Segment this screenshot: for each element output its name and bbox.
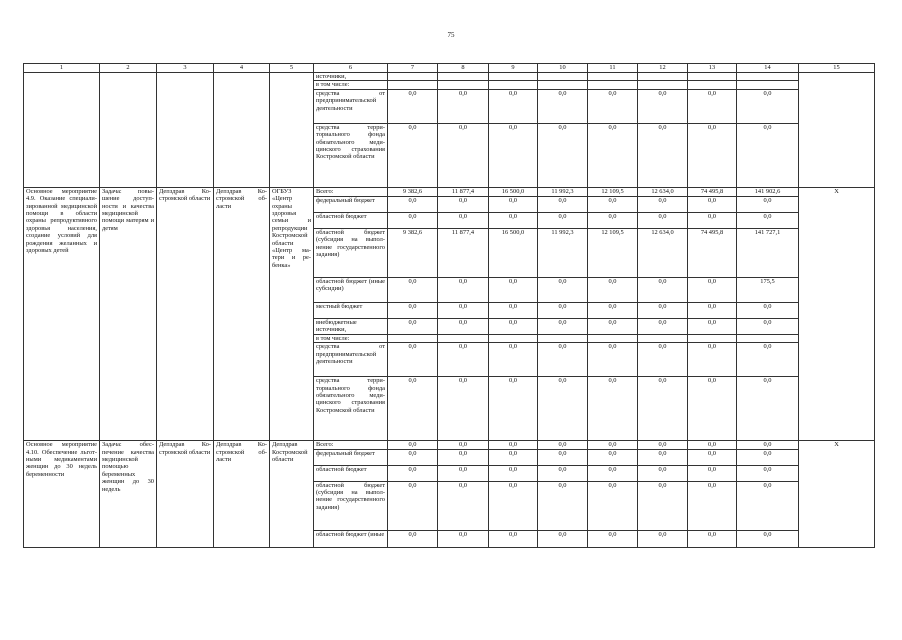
column-header: 10 bbox=[538, 64, 588, 73]
amount-cell: 0,0 bbox=[438, 449, 489, 465]
amount-cell: 0,0 bbox=[688, 318, 737, 334]
amount-cell bbox=[588, 81, 638, 89]
amount-cell: 0,0 bbox=[489, 530, 538, 547]
amount-cell bbox=[388, 73, 438, 81]
amount-cell bbox=[588, 73, 638, 81]
amount-cell: 0,0 bbox=[737, 196, 799, 212]
amount-cell: 0,0 bbox=[388, 196, 438, 212]
amount-cell: 0,0 bbox=[489, 89, 538, 123]
amount-cell: 0,0 bbox=[388, 123, 438, 187]
funding-source-label: Всего: bbox=[314, 187, 388, 196]
amount-cell: 0,0 bbox=[489, 123, 538, 187]
measure-col15: Х bbox=[799, 441, 875, 547]
funding-source-label: в том числе: bbox=[314, 334, 388, 342]
amount-cell: 0,0 bbox=[438, 196, 489, 212]
amount-cell bbox=[688, 334, 737, 342]
amount-cell: 0,0 bbox=[588, 123, 638, 187]
amount-cell: 0,0 bbox=[638, 377, 688, 441]
funding-source-label: областной бюджет (иные bbox=[314, 530, 388, 547]
amount-cell: 0,0 bbox=[737, 465, 799, 481]
amount-cell: 0,0 bbox=[588, 196, 638, 212]
amount-cell bbox=[489, 334, 538, 342]
amount-cell: 0,0 bbox=[388, 465, 438, 481]
amount-cell bbox=[388, 81, 438, 89]
amount-cell bbox=[737, 81, 799, 89]
column-header: 9 bbox=[489, 64, 538, 73]
amount-cell bbox=[438, 334, 489, 342]
amount-cell: 0,0 bbox=[588, 449, 638, 465]
funding-source-label: областной бюджет bbox=[314, 465, 388, 481]
amount-cell: 0,0 bbox=[538, 481, 588, 530]
amount-cell: 0,0 bbox=[688, 481, 737, 530]
amount-cell: 0,0 bbox=[388, 89, 438, 123]
amount-cell: 12 634,0 bbox=[638, 228, 688, 277]
column-header: 15 bbox=[799, 64, 875, 73]
amount-cell: 12 634,0 bbox=[638, 187, 688, 196]
funding-source-label: Всего: bbox=[314, 441, 388, 449]
amount-cell: 0,0 bbox=[638, 530, 688, 547]
funding-source-label: средства территориального фонда обязательного медицинского страхования Костромской области bbox=[314, 123, 388, 187]
amount-cell: 0,0 bbox=[438, 212, 489, 228]
amount-cell: 0,0 bbox=[638, 481, 688, 530]
amount-cell bbox=[438, 81, 489, 89]
amount-cell: 0,0 bbox=[588, 212, 638, 228]
amount-cell: 0,0 bbox=[538, 196, 588, 212]
amount-cell: 0,0 bbox=[538, 465, 588, 481]
column-header: 7 bbox=[388, 64, 438, 73]
amount-cell: 0,0 bbox=[438, 302, 489, 318]
amount-cell bbox=[538, 334, 588, 342]
amount-cell bbox=[737, 334, 799, 342]
page-number: 75 bbox=[447, 31, 455, 39]
column-header: 2 bbox=[100, 64, 157, 73]
amount-cell: 0,0 bbox=[489, 212, 538, 228]
column-header: 8 bbox=[438, 64, 489, 73]
amount-cell: 0,0 bbox=[388, 343, 438, 377]
measure-col15 bbox=[799, 73, 875, 188]
measure-col4: Депздрав Костромской области bbox=[214, 187, 270, 440]
amount-cell: 0,0 bbox=[438, 465, 489, 481]
amount-cell: 0,0 bbox=[737, 212, 799, 228]
amount-cell: 16 500,0 bbox=[489, 228, 538, 277]
amount-cell: 0,0 bbox=[737, 302, 799, 318]
amount-cell: 11 877,4 bbox=[438, 228, 489, 277]
amount-cell: 12 109,5 bbox=[588, 228, 638, 277]
amount-cell: 0,0 bbox=[489, 302, 538, 318]
amount-cell: 0,0 bbox=[737, 481, 799, 530]
header-row bbox=[24, 64, 875, 73]
funding-source-label: областной бюджет bbox=[314, 212, 388, 228]
amount-cell bbox=[688, 81, 737, 89]
amount-cell bbox=[688, 73, 737, 81]
amount-cell: 0,0 bbox=[388, 318, 438, 334]
funding-source-label: областной бюджет (субсидия на выполнение государственного задания) bbox=[314, 228, 388, 277]
column-header: 4 bbox=[214, 64, 270, 73]
amount-cell: 0,0 bbox=[588, 318, 638, 334]
amount-cell: 0,0 bbox=[489, 481, 538, 530]
amount-cell: 0,0 bbox=[737, 89, 799, 123]
amount-cell: 0,0 bbox=[538, 89, 588, 123]
funding-source-label: внебюджетные источники, bbox=[314, 318, 388, 334]
amount-cell: 0,0 bbox=[438, 481, 489, 530]
amount-cell bbox=[638, 334, 688, 342]
amount-cell bbox=[638, 73, 688, 81]
amount-cell: 0,0 bbox=[588, 377, 638, 441]
amount-cell: 11 877,4 bbox=[438, 187, 489, 196]
amount-cell: 0,0 bbox=[638, 196, 688, 212]
measure-col5 bbox=[270, 73, 314, 188]
column-header: 1 bbox=[24, 64, 100, 73]
amount-cell: 9 382,6 bbox=[388, 228, 438, 277]
amount-cell: 0,0 bbox=[638, 89, 688, 123]
amount-cell: 0,0 bbox=[688, 123, 737, 187]
measure-col2: Задача: обеспечение качества медицинской помощью беременных женщин до 30 недель bbox=[100, 441, 157, 547]
amount-cell: 0,0 bbox=[438, 441, 489, 449]
amount-cell: 0,0 bbox=[688, 196, 737, 212]
amount-cell: 0,0 bbox=[388, 449, 438, 465]
funding-source-label: средства от предпринимательской деятельности bbox=[314, 343, 388, 377]
amount-cell bbox=[438, 73, 489, 81]
amount-cell: 0,0 bbox=[688, 277, 737, 302]
amount-cell: 0,0 bbox=[638, 343, 688, 377]
amount-cell: 0,0 bbox=[737, 343, 799, 377]
amount-cell: 0,0 bbox=[538, 377, 588, 441]
column-header: 11 bbox=[588, 64, 638, 73]
measure-col2: Задача: повышение доступности и качества медицинской помощи матерям и детям bbox=[100, 187, 157, 440]
funding-source-label: источники, bbox=[314, 73, 388, 81]
amount-cell bbox=[588, 334, 638, 342]
amount-cell: 141 902,6 bbox=[737, 187, 799, 196]
amount-cell: 0,0 bbox=[438, 123, 489, 187]
amount-cell: 0,0 bbox=[538, 212, 588, 228]
amount-cell: 0,0 bbox=[388, 530, 438, 547]
measure-col3 bbox=[157, 73, 214, 188]
amount-cell: 0,0 bbox=[737, 449, 799, 465]
amount-cell: 0,0 bbox=[388, 441, 438, 449]
measure-col1 bbox=[24, 73, 100, 188]
amount-cell: 0,0 bbox=[388, 277, 438, 302]
amount-cell: 0,0 bbox=[438, 89, 489, 123]
amount-cell: 0,0 bbox=[588, 481, 638, 530]
funding-source-label: местный бюджет bbox=[314, 302, 388, 318]
amount-cell: 0,0 bbox=[538, 530, 588, 547]
amount-cell: 141 727,1 bbox=[737, 228, 799, 277]
table-row bbox=[24, 441, 875, 449]
amount-cell: 0,0 bbox=[638, 318, 688, 334]
amount-cell bbox=[489, 81, 538, 89]
amount-cell: 0,0 bbox=[638, 465, 688, 481]
measure-col1: Основное мероприятие 4.9. Оказание специализированной медицинской помощи в области охраны репродуктивного здоровья населения, создание условий для рождения желанных и здоровых детей bbox=[24, 187, 100, 440]
amount-cell: 0,0 bbox=[489, 441, 538, 449]
measure-col5: Депздрав Костромской области bbox=[270, 441, 314, 547]
amount-cell bbox=[538, 81, 588, 89]
budget-table bbox=[23, 63, 875, 548]
amount-cell bbox=[489, 73, 538, 81]
amount-cell: 0,0 bbox=[737, 530, 799, 547]
amount-cell: 0,0 bbox=[489, 449, 538, 465]
amount-cell: 0,0 bbox=[489, 465, 538, 481]
amount-cell: 0,0 bbox=[438, 530, 489, 547]
column-header: 5 bbox=[270, 64, 314, 73]
amount-cell: 0,0 bbox=[638, 441, 688, 449]
measure-col1: Основное мероприятие 4.10. Обеспечение льготными медикаментами женщин до 30 недель беременности bbox=[24, 441, 100, 547]
amount-cell: 0,0 bbox=[588, 89, 638, 123]
measure-col15: Х bbox=[799, 187, 875, 440]
amount-cell: 0,0 bbox=[638, 212, 688, 228]
amount-cell: 175,5 bbox=[737, 277, 799, 302]
funding-source-label: областной бюджет (субсидия на выполнение государственного задания) bbox=[314, 481, 388, 530]
amount-cell: 12 109,5 bbox=[588, 187, 638, 196]
amount-cell bbox=[388, 334, 438, 342]
amount-cell: 0,0 bbox=[588, 465, 638, 481]
table-row bbox=[24, 187, 875, 196]
amount-cell: 74 495,8 bbox=[688, 228, 737, 277]
funding-source-label: областной бюджет (иные субсидии) bbox=[314, 277, 388, 302]
amount-cell: 0,0 bbox=[588, 277, 638, 302]
measure-col3: Депздрав Костромской области bbox=[157, 441, 214, 547]
amount-cell: 0,0 bbox=[388, 377, 438, 441]
amount-cell: 0,0 bbox=[588, 302, 638, 318]
amount-cell: 11 992,3 bbox=[538, 187, 588, 196]
amount-cell: 0,0 bbox=[688, 530, 737, 547]
amount-cell: 0,0 bbox=[489, 318, 538, 334]
amount-cell: 0,0 bbox=[737, 377, 799, 441]
amount-cell: 0,0 bbox=[588, 343, 638, 377]
amount-cell: 0,0 bbox=[688, 302, 737, 318]
amount-cell: 0,0 bbox=[737, 441, 799, 449]
amount-cell: 0,0 bbox=[538, 343, 588, 377]
column-header: 6 bbox=[314, 64, 388, 73]
amount-cell: 0,0 bbox=[538, 123, 588, 187]
amount-cell: 0,0 bbox=[688, 465, 737, 481]
funding-source-label: федеральный бюджет bbox=[314, 449, 388, 465]
amount-cell: 0,0 bbox=[438, 277, 489, 302]
amount-cell: 0,0 bbox=[438, 343, 489, 377]
funding-source-label: средства территориального фонда обязательного медицинского страхования Костромской области bbox=[314, 377, 388, 441]
funding-source-label: средства от предпринимательской деятельности bbox=[314, 89, 388, 123]
column-header: 12 bbox=[638, 64, 688, 73]
amount-cell: 0,0 bbox=[538, 441, 588, 449]
amount-cell: 0,0 bbox=[538, 449, 588, 465]
amount-cell: 0,0 bbox=[638, 302, 688, 318]
measure-col3: Депздрав Костромской области bbox=[157, 187, 214, 440]
amount-cell: 0,0 bbox=[688, 212, 737, 228]
amount-cell: 0,0 bbox=[688, 377, 737, 441]
amount-cell: 0,0 bbox=[388, 212, 438, 228]
column-header: 3 bbox=[157, 64, 214, 73]
amount-cell: 0,0 bbox=[388, 481, 438, 530]
measure-col4 bbox=[214, 73, 270, 188]
amount-cell: 0,0 bbox=[438, 377, 489, 441]
amount-cell: 11 992,3 bbox=[538, 228, 588, 277]
measure-col2 bbox=[100, 73, 157, 188]
amount-cell bbox=[538, 73, 588, 81]
table-row bbox=[24, 73, 875, 81]
amount-cell: 0,0 bbox=[688, 441, 737, 449]
amount-cell: 74 495,8 bbox=[688, 187, 737, 196]
amount-cell: 0,0 bbox=[588, 530, 638, 547]
amount-cell: 0,0 bbox=[737, 318, 799, 334]
amount-cell: 0,0 bbox=[588, 441, 638, 449]
amount-cell: 0,0 bbox=[489, 377, 538, 441]
amount-cell: 0,0 bbox=[489, 196, 538, 212]
amount-cell: 0,0 bbox=[688, 449, 737, 465]
amount-cell: 0,0 bbox=[388, 302, 438, 318]
amount-cell: 0,0 bbox=[538, 302, 588, 318]
amount-cell: 16 500,0 bbox=[489, 187, 538, 196]
amount-cell: 0,0 bbox=[688, 343, 737, 377]
amount-cell: 0,0 bbox=[688, 89, 737, 123]
column-header: 13 bbox=[688, 64, 737, 73]
amount-cell: 0,0 bbox=[438, 318, 489, 334]
amount-cell: 0,0 bbox=[538, 277, 588, 302]
measure-col5: ОГБУЗ «Центр охраны здоровья семьи и репродукции Костромской области «Центр матери и ребенка» bbox=[270, 187, 314, 440]
amount-cell: 0,0 bbox=[489, 277, 538, 302]
amount-cell: 0,0 bbox=[489, 343, 538, 377]
amount-cell: 9 382,6 bbox=[388, 187, 438, 196]
amount-cell: 0,0 bbox=[638, 449, 688, 465]
funding-source-label: в том числе: bbox=[314, 81, 388, 89]
amount-cell bbox=[638, 81, 688, 89]
amount-cell: 0,0 bbox=[638, 277, 688, 302]
amount-cell: 0,0 bbox=[638, 123, 688, 187]
measure-col4: Депздрав Костромской области bbox=[214, 441, 270, 547]
column-header: 14 bbox=[737, 64, 799, 73]
amount-cell: 0,0 bbox=[538, 318, 588, 334]
funding-source-label: федеральный бюджет bbox=[314, 196, 388, 212]
amount-cell bbox=[737, 73, 799, 81]
amount-cell: 0,0 bbox=[737, 123, 799, 187]
